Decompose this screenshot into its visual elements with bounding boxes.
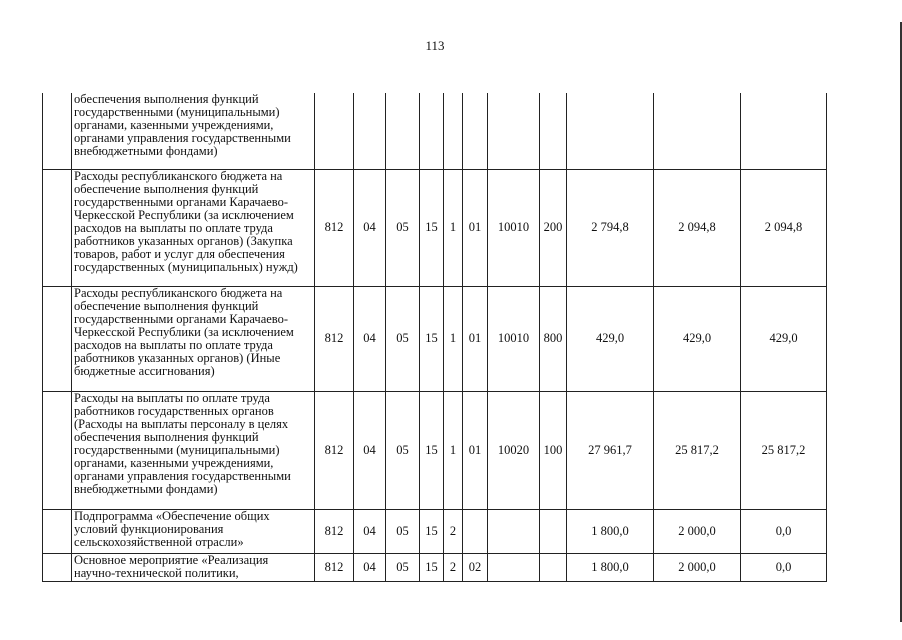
code-subsection-cell: [386, 93, 420, 169]
row-name-cell: Подпрограмма «Обеспечение общих условий функционирования сельскохозяйственной отрасли»: [72, 509, 315, 553]
table-row: [43, 169, 827, 286]
code-subprogram-cell: 1: [444, 169, 463, 286]
code-event-cell: [463, 93, 488, 169]
row-number-cell: [43, 391, 72, 509]
code-ministry-cell: 812: [315, 509, 354, 553]
code-direction-cell: 10010: [488, 286, 540, 391]
code-event-cell: 02: [463, 553, 488, 581]
amount-year-3-cell: 25 817,2: [741, 391, 827, 509]
row-number-cell: [43, 509, 72, 553]
code-ministry-cell: 812: [315, 391, 354, 509]
code-section-cell: 04: [354, 553, 386, 581]
amount-year-3-cell: [741, 93, 827, 169]
amount-year-3-cell: 429,0: [741, 286, 827, 391]
row-number-cell: [43, 169, 72, 286]
table-body: [43, 93, 827, 581]
row-name-cell: обеспечения выполнения функций государственными (муниципальными) органами, казенными учреждениями, органами управления государственными внебюджетными фондами): [72, 93, 315, 169]
amount-year-1-cell: 27 961,7: [567, 391, 654, 509]
code-subprogram-cell: 1: [444, 391, 463, 509]
code-subprogram-cell: 1: [444, 286, 463, 391]
code-subsection-cell: 05: [386, 169, 420, 286]
code-subsection-cell: 05: [386, 553, 420, 581]
code-subsection-cell: 05: [386, 391, 420, 509]
code-section-cell: [354, 93, 386, 169]
code-program-cell: 15: [420, 169, 444, 286]
amount-year-2-cell: 2 000,0: [654, 553, 741, 581]
code-section-cell: 04: [354, 286, 386, 391]
table-row: [43, 553, 827, 581]
code-subprogram-cell: [444, 93, 463, 169]
code-event-cell: 01: [463, 391, 488, 509]
row-name-cell: Расходы на выплаты по оплате труда работников государственных органов (Расходы на выплаты персоналу в целях обеспечения выполнения функций государственными (муниципальными) органами, казенными учреждениями, органами управления государственными внебюджетными фондами): [72, 391, 315, 509]
code-program-cell: 15: [420, 553, 444, 581]
amount-year-3-cell: 2 094,8: [741, 169, 827, 286]
table-row: [43, 93, 827, 169]
table-row: [43, 509, 827, 553]
code-direction-cell: [488, 553, 540, 581]
code-program-cell: [420, 93, 444, 169]
code-subsection-cell: 05: [386, 286, 420, 391]
code-subsection-cell: 05: [386, 509, 420, 553]
amount-year-3-cell: 0,0: [741, 509, 827, 553]
code-ministry-cell: 812: [315, 553, 354, 581]
row-name-cell: Основное мероприятие «Реализация научно-технической политики,: [72, 553, 315, 581]
code-section-cell: 04: [354, 169, 386, 286]
row-number-cell: [43, 93, 72, 169]
code-expense-type-cell: 200: [540, 169, 567, 286]
code-expense-type-cell: 100: [540, 391, 567, 509]
amount-year-1-cell: 1 800,0: [567, 553, 654, 581]
code-expense-type-cell: 800: [540, 286, 567, 391]
row-name-cell: Расходы республиканского бюджета на обеспечение выполнения функций государственными органами Карачаево-Черкесской Республики (за исключением расходов на выплаты по оплате труда работников указанных органов) (Закупка товаров, работ и услуг для обеспечения государственных (муниципальных) нужд): [72, 169, 315, 286]
amount-year-2-cell: 429,0: [654, 286, 741, 391]
code-ministry-cell: [315, 93, 354, 169]
amount-year-1-cell: [567, 93, 654, 169]
table-row: [43, 286, 827, 391]
code-event-cell: [463, 509, 488, 553]
code-direction-cell: [488, 509, 540, 553]
row-number-cell: [43, 286, 72, 391]
code-program-cell: 15: [420, 286, 444, 391]
code-program-cell: 15: [420, 509, 444, 553]
code-event-cell: 01: [463, 169, 488, 286]
code-section-cell: 04: [354, 509, 386, 553]
code-expense-type-cell: [540, 509, 567, 553]
amount-year-3-cell: 0,0: [741, 553, 827, 581]
code-direction-cell: 10020: [488, 391, 540, 509]
code-expense-type-cell: [540, 553, 567, 581]
code-subprogram-cell: 2: [444, 509, 463, 553]
amount-year-2-cell: [654, 93, 741, 169]
budget-table: [42, 93, 827, 582]
amount-year-1-cell: 2 794,8: [567, 169, 654, 286]
amount-year-1-cell: 1 800,0: [567, 509, 654, 553]
code-subprogram-cell: 2: [444, 553, 463, 581]
code-direction-cell: [488, 93, 540, 169]
amount-year-2-cell: 25 817,2: [654, 391, 741, 509]
code-event-cell: 01: [463, 286, 488, 391]
table-row: [43, 391, 827, 509]
amount-year-2-cell: 2 094,8: [654, 169, 741, 286]
code-direction-cell: 10010: [488, 169, 540, 286]
code-section-cell: 04: [354, 391, 386, 509]
amount-year-2-cell: 2 000,0: [654, 509, 741, 553]
code-expense-type-cell: [540, 93, 567, 169]
row-name-cell: Расходы республиканского бюджета на обеспечение выполнения функций государственными органами Карачаево-Черкесской Республики (за исключением расходов на выплаты по оплате труда работников указанных органов) (Иные бюджетные ассигнования): [72, 286, 315, 391]
row-number-cell: [43, 553, 72, 581]
code-program-cell: 15: [420, 391, 444, 509]
code-ministry-cell: 812: [315, 169, 354, 286]
code-ministry-cell: 812: [315, 286, 354, 391]
page-number: 113: [425, 38, 445, 53]
amount-year-1-cell: 429,0: [567, 286, 654, 391]
